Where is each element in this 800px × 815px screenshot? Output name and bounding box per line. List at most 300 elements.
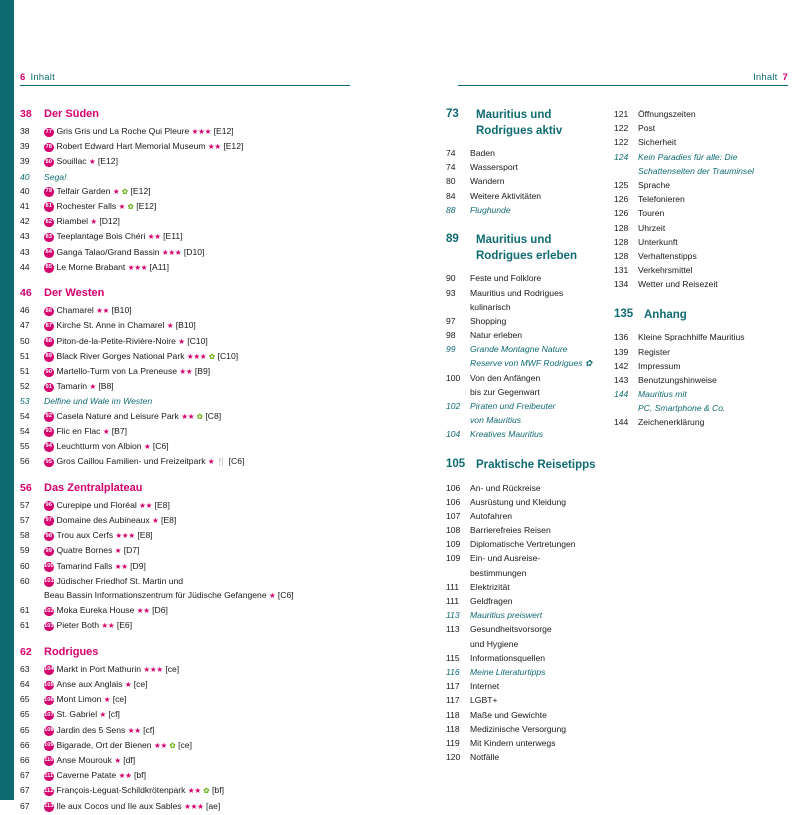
rating-stars: ★★★: [186, 351, 207, 361]
toc-entry-label: Telefonieren: [638, 194, 685, 205]
toc-entry-label: Post: [638, 123, 656, 134]
toc-entry[interactable]: [20, 319, 410, 333]
toc-entry-page: 50: [20, 335, 30, 346]
toc-entry[interactable]: [20, 724, 410, 738]
toc-entry[interactable]: [614, 250, 800, 263]
toc-entry-label: Piraten und Freibeuter: [470, 401, 556, 412]
toc-entry-label: 113 Ile aux Cocos und Ile aux Sables ★★★ [ae]: [44, 800, 221, 811]
toc-entry-page: 131: [614, 265, 629, 276]
toc-entry[interactable]: [446, 414, 596, 427]
toc-entry-page: 116: [446, 666, 460, 677]
toc-entry-label: 101 Jüdischer Friedhof St. Martin und: [44, 575, 184, 586]
toc-entry[interactable]: [614, 222, 800, 235]
toc-section-title: Rodrigues: [44, 645, 99, 658]
rating-stars: ★: [99, 710, 107, 720]
toc-entry-label: Uhrzeit: [638, 222, 666, 233]
toc-entry-label: 90 Martello-Turm von La Preneuse ★★ [B9]: [45, 366, 211, 377]
toc-entry-page: 93: [446, 287, 456, 298]
toc-entry[interactable]: [446, 581, 596, 594]
toc-entry-page: 100: [446, 372, 461, 383]
toc-entry-page: 113: [446, 624, 460, 635]
toc-entry[interactable]: [20, 708, 410, 722]
toc-entry-label: Reserve von MWF Rodrigues ✿: [470, 358, 593, 369]
map-grid-code: [E11]: [163, 231, 183, 242]
rating-stars: ★★★: [115, 531, 135, 541]
map-grid-code: [E12]: [130, 185, 151, 196]
toc-entry[interactable]: [20, 200, 410, 214]
toc-entry-label: 97 Domaine des Aubineaux ★ [E8]: [45, 514, 177, 525]
toc-entry[interactable]: [20, 304, 410, 318]
toc-entry-label: Internet: [470, 681, 500, 692]
running-head-right: [753, 72, 788, 83]
toc-entry[interactable]: [446, 666, 596, 679]
marker-number-badge: 107: [44, 711, 54, 721]
toc-entry[interactable]: [446, 510, 596, 523]
family-icon: 🍴: [216, 457, 227, 467]
marker-number-badge: 93: [44, 427, 54, 437]
toc-entry-label: 93 Flic en Flac ★ [B7]: [45, 425, 128, 436]
rating-stars: ★★: [101, 621, 115, 631]
nature-leaf-icon: ✿: [169, 740, 176, 750]
toc-entry[interactable]: [446, 595, 596, 608]
toc-entry-page: 38: [20, 126, 30, 136]
toc-entry[interactable]: [20, 440, 410, 454]
toc-entry-page: 107: [446, 510, 461, 521]
rating-stars: ★★: [118, 771, 132, 781]
toc-entry[interactable]: [614, 193, 800, 206]
toc-entry-label: 86 Chamarel ★★ [B10]: [45, 305, 132, 316]
toc-entry[interactable]: [446, 343, 596, 356]
map-grid-code: [E12]: [136, 200, 157, 211]
toc-entry-page: 118: [446, 723, 460, 734]
toc-entry[interactable]: [446, 482, 596, 495]
map-grid-code: [ae]: [205, 800, 221, 811]
toc-chapter-title: Mauritius und Rodrigues aktiv: [476, 109, 563, 137]
toc-entry[interactable]: [614, 402, 800, 415]
toc-entry-page: 88: [446, 204, 456, 215]
toc-entry-label: LGBT+: [470, 695, 498, 706]
toc-entry[interactable]: [614, 374, 800, 387]
toc-entry-label: 95 Gros Caillou Familien- und Freizeitpark ★ 🍴 [C6]: [45, 456, 245, 467]
toc-entry[interactable]: [614, 151, 800, 164]
toc-entry-page: 43: [20, 231, 30, 242]
toc-entry-label: Wetter und Reisezeit: [638, 279, 718, 290]
toc-entry-label: Unterkunft: [638, 236, 678, 247]
toc-chapter-heading[interactable]: [446, 108, 596, 139]
toc-entry-label: 79 Telfair Garden ★ ✿ [E12]: [45, 185, 151, 196]
rating-stars: ★★: [139, 500, 153, 510]
toc-entry-page: 124: [614, 151, 629, 162]
toc-entry[interactable]: [20, 261, 410, 275]
rating-stars: ★★★: [184, 801, 204, 811]
toc-entry-label: von Mauritius: [470, 415, 522, 426]
toc-entry-page: 120: [446, 752, 461, 763]
toc-entry[interactable]: [446, 623, 596, 636]
toc-entry-label: Sicherheit: [638, 137, 677, 148]
toc-entry[interactable]: [446, 723, 596, 736]
toc-chapter-page: 89: [446, 233, 459, 246]
rating-stars: ★★: [153, 740, 167, 750]
toc-entry-page: 43: [20, 246, 30, 257]
toc-entry-page: 41: [20, 200, 30, 211]
header-rule-right: [458, 85, 788, 86]
toc-entry-label: 84 Ganga Talao/Grand Bassin ★★★ [D10]: [45, 246, 205, 257]
map-grid-code: [D12]: [99, 216, 120, 227]
toc-entry[interactable]: [614, 108, 800, 121]
toc-entry[interactable]: [614, 388, 800, 401]
marker-number-badge: 87: [44, 322, 54, 332]
toc-entry-page: 66: [20, 739, 30, 750]
toc-entry[interactable]: [446, 751, 596, 764]
toc-entry[interactable]: [20, 544, 410, 558]
toc-entry-label: kulinarisch: [470, 301, 511, 312]
toc-entry[interactable]: [20, 663, 410, 677]
toc-entry[interactable]: [446, 204, 596, 217]
marker-number-badge: 109: [44, 741, 54, 751]
toc-entry-label: Notfälle: [470, 752, 500, 763]
toc-entry[interactable]: [20, 185, 410, 199]
toc-entry-label: Kleine Sprachhilfe Mauritius: [638, 332, 745, 343]
map-grid-code: [E8]: [137, 530, 153, 541]
toc-entry-label: Flughunde: [470, 204, 511, 215]
toc-entry[interactable]: [20, 380, 410, 394]
toc-entry[interactable]: [446, 638, 596, 651]
toc-entry-label: 98 Trou aux Cerfs ★★★ [E8]: [45, 530, 153, 541]
marker-number-badge: 89: [44, 352, 54, 362]
toc-entry[interactable]: [20, 514, 410, 528]
toc-entry-page: 57: [20, 514, 30, 525]
toc-entry[interactable]: [614, 207, 800, 220]
marker-number-badge: 98: [44, 532, 54, 542]
running-head-left-page: 6: [20, 72, 26, 83]
toc-entry-page: 113: [446, 610, 460, 621]
toc-entry-label: Wandern: [470, 176, 505, 187]
toc-entry-page: 106: [446, 482, 461, 493]
toc-entry[interactable]: [20, 455, 410, 469]
toc-entry[interactable]: [614, 136, 800, 149]
map-grid-code: [B8]: [98, 381, 114, 392]
toc-entry[interactable]: [614, 278, 800, 291]
map-grid-code: [D6]: [152, 605, 168, 616]
toc-entry-page: 98: [446, 330, 456, 341]
toc-entry[interactable]: [446, 301, 596, 314]
toc-entry[interactable]: [446, 680, 596, 693]
toc-entry-page: 128: [614, 250, 629, 261]
toc-entry[interactable]: [614, 416, 800, 429]
toc-entry[interactable]: [20, 800, 410, 814]
toc-entry[interactable]: [446, 315, 596, 328]
nature-leaf-icon: ✿: [196, 411, 203, 421]
toc-entry[interactable]: [20, 171, 410, 184]
toc-entry[interactable]: [20, 410, 410, 424]
toc-entry-page: 108: [446, 525, 461, 536]
toc-entry-page: 40: [20, 185, 30, 196]
toc-entry-page: 143: [614, 374, 629, 385]
toc-entry[interactable]: [446, 147, 596, 160]
toc-entry[interactable]: [20, 784, 410, 798]
toc-entry-label: Ein- und Ausreise-: [470, 553, 541, 564]
toc-entry[interactable]: [446, 496, 596, 509]
toc-entry[interactable]: [20, 395, 410, 408]
toc-chapter-title: Praktische Reisetipps: [476, 459, 596, 471]
toc-section-heading[interactable]: [20, 108, 410, 120]
toc-entry-label: Feste und Folklore: [470, 273, 542, 284]
toc-column-middle: [446, 108, 596, 765]
map-grid-code: [C8]: [205, 410, 222, 421]
toc-entry-label: 106 Mont Limon ★ [ce]: [44, 694, 127, 705]
toc-entry[interactable]: [446, 609, 596, 622]
toc-entry[interactable]: [446, 524, 596, 537]
marker-number-badge: 105: [44, 681, 54, 691]
marker-number-badge: 95: [44, 458, 54, 468]
map-grid-code: [ce]: [178, 739, 192, 750]
toc-entry-page: 128: [614, 236, 629, 247]
toc-entry-page: 65: [20, 724, 30, 735]
rating-stars: ★: [103, 695, 111, 705]
toc-entry[interactable]: [20, 739, 410, 753]
marker-number-badge: 81: [44, 202, 54, 212]
map-grid-code: [B7]: [111, 425, 128, 436]
toc-entry[interactable]: [446, 737, 596, 750]
toc-entry-page: 52: [20, 381, 30, 392]
toc-entry[interactable]: [614, 236, 800, 249]
toc-chapter-page: 135: [614, 307, 634, 320]
toc-entry-label: 104 Markt in Port Mathurin ★★★ [ce]: [44, 663, 180, 674]
map-grid-code: [D7]: [123, 545, 140, 556]
toc-entry[interactable]: [20, 140, 410, 154]
toc-entry-page: 54: [20, 410, 30, 421]
toc-entry[interactable]: [20, 230, 410, 244]
toc-entry-label: 112 François-Leguat-Schildkrötenpark ★★ ✿ [bf]: [44, 785, 224, 796]
toc-chapter-heading[interactable]: [614, 308, 800, 324]
rating-stars: ★★: [181, 411, 195, 421]
toc-entry[interactable]: [446, 400, 596, 413]
toc-entry-page: 67: [20, 800, 30, 811]
toc-section-page: 46: [20, 287, 32, 300]
marker-number-badge: 103: [44, 622, 54, 632]
map-grid-code: [C6]: [228, 456, 245, 467]
marker-number-badge: 111: [44, 772, 54, 782]
toc-entry-page: 66: [20, 754, 30, 765]
toc-chapter-heading[interactable]: [446, 233, 596, 264]
marker-number-badge: 92: [44, 412, 54, 422]
toc-entry[interactable]: [20, 693, 410, 707]
toc-entry[interactable]: [20, 125, 410, 139]
toc-entry[interactable]: [446, 652, 596, 665]
toc-entry-label: Diplomatische Vertretungen: [470, 539, 576, 550]
toc-entry-label: 91 Tamarin ★ [B8]: [45, 381, 114, 392]
header-rule-left: [20, 85, 350, 86]
marker-number-badge: 84: [44, 248, 54, 258]
toc-entry-label: 81 Rochester Falls ★ ✿ [E12]: [45, 200, 157, 211]
toc-entry[interactable]: [20, 425, 410, 439]
toc-entry-page: 139: [614, 346, 629, 357]
map-grid-code: [cf]: [143, 724, 155, 735]
rating-stars: ★★: [147, 232, 161, 242]
toc-entry-label: Barrierefreies Reisen: [470, 525, 551, 536]
toc-entry-label: Beau Bassin Informationszentrum für Jüdische Gefangene ★ [C6]: [44, 589, 294, 600]
toc-entry-page: 119: [446, 737, 460, 748]
toc-section-title: Der Süden: [44, 108, 100, 120]
toc-entry-label: 83 Teeplantage Bois Chéri ★★ [E11]: [45, 231, 183, 242]
toc-entry[interactable]: [20, 246, 410, 260]
toc-section-heading[interactable]: [20, 482, 410, 494]
toc-entry[interactable]: [614, 346, 800, 359]
toc-entry[interactable]: [20, 575, 410, 588]
map-grid-code: [E12]: [213, 126, 234, 136]
page-content: [14, 0, 800, 811]
map-grid-code: [E8]: [154, 499, 170, 510]
marker-number-badge: 106: [44, 696, 54, 706]
toc-entry-page: 65: [20, 694, 30, 705]
toc-entry-page: 63: [20, 663, 30, 674]
toc-entry-page: 80: [446, 176, 456, 187]
toc-entry[interactable]: [614, 331, 800, 344]
toc-entry[interactable]: [20, 335, 410, 349]
toc-entry[interactable]: [20, 560, 410, 574]
toc-entry-page: 65: [20, 709, 30, 720]
toc-entry[interactable]: [614, 360, 800, 373]
toc-entry[interactable]: [446, 567, 596, 580]
marker-number-badge: 77: [44, 128, 54, 138]
toc-entry[interactable]: [20, 215, 410, 229]
toc-entry[interactable]: [20, 619, 410, 633]
rating-stars: ★★: [207, 142, 221, 152]
toc-chapter-title: Anhang: [644, 308, 687, 321]
toc-section-title: Das Zentralplateau: [44, 481, 143, 494]
toc-entry-label: Grande Montagne Nature: [470, 344, 568, 355]
toc-section-title: Der Westen: [44, 287, 105, 300]
toc-entry[interactable]: [614, 264, 800, 277]
toc-entry-page: 51: [20, 350, 30, 361]
toc-entry[interactable]: [446, 428, 596, 441]
toc-entry-page: 122: [614, 123, 629, 134]
toc-entry-page: 46: [20, 305, 30, 316]
toc-entry-page: 111: [446, 581, 460, 592]
toc-entry[interactable]: [446, 161, 596, 174]
toc-entry-label: und Hygiene: [470, 638, 519, 649]
toc-chapter-heading[interactable]: [446, 458, 596, 474]
map-grid-code: [cf]: [108, 709, 120, 720]
marker-number-badge: 86: [44, 307, 54, 317]
toc-entry[interactable]: [20, 678, 410, 692]
toc-entry[interactable]: [614, 122, 800, 135]
toc-entry[interactable]: [446, 329, 596, 342]
marker-number-badge: 94: [44, 442, 54, 452]
map-grid-code: [ce]: [165, 663, 180, 674]
marker-number-badge: 82: [44, 218, 54, 228]
toc-entry[interactable]: [20, 754, 410, 768]
marker-number-badge: 108: [44, 726, 54, 736]
toc-section-heading[interactable]: [20, 646, 410, 658]
toc-entry-page: 58: [20, 530, 30, 541]
toc-entry-label: bestimmungen: [470, 567, 527, 578]
toc-entry[interactable]: [20, 155, 410, 169]
toc-entry[interactable]: [446, 694, 596, 707]
marker-number-badge: 91: [44, 383, 54, 393]
toc-entry[interactable]: [614, 179, 800, 192]
toc-entry[interactable]: [20, 589, 410, 603]
marker-number-badge: 90: [44, 368, 54, 378]
rating-stars: ★★★: [127, 262, 148, 272]
toc-entry-page: 42: [20, 216, 30, 227]
rating-stars: ★★★: [161, 247, 182, 257]
map-grid-code: [B9]: [194, 366, 211, 377]
toc-entry[interactable]: [446, 175, 596, 188]
running-head-right-title: Inhalt: [753, 72, 778, 83]
toc-entry-page: 136: [614, 332, 629, 343]
toc-entry-label: 87 Kirche St. Anne in Chamarel ★ [B10]: [45, 320, 196, 331]
marker-number-badge: 85: [44, 263, 54, 273]
toc-entry[interactable]: [446, 538, 596, 551]
toc-entry[interactable]: [446, 190, 596, 203]
toc-entry[interactable]: [20, 604, 410, 618]
toc-chapter-title: Mauritius und Rodrigues erleben: [476, 234, 577, 262]
toc-entry[interactable]: [20, 769, 410, 783]
nature-leaf-icon: ✿: [208, 351, 216, 361]
toc-section-heading[interactable]: [20, 287, 410, 299]
map-grid-code: [E12]: [223, 141, 244, 152]
toc-entry-label: Weitere Aktivitäten: [470, 190, 542, 201]
toc-entry-page: 64: [20, 679, 30, 690]
nature-leaf-icon: ✿: [203, 786, 210, 796]
rating-stars: ★: [114, 546, 122, 556]
toc-entry[interactable]: [446, 372, 596, 385]
toc-entry-page: 117: [446, 695, 460, 706]
rating-stars: ★★: [114, 561, 128, 571]
rating-stars: ★: [152, 515, 159, 525]
rating-stars: ★: [102, 426, 110, 436]
toc-column-right: [614, 108, 800, 431]
nature-leaf-icon: ✿: [127, 201, 134, 211]
toc-entry-label: Touren: [638, 208, 665, 219]
toc-entry-page: 134: [614, 279, 629, 290]
toc-entry[interactable]: [20, 350, 410, 364]
rating-stars: ★: [124, 680, 132, 690]
toc-entry[interactable]: [446, 552, 596, 565]
map-grid-code: [C10]: [187, 335, 208, 346]
toc-entry-label: Maße und Gewichte: [470, 709, 547, 720]
toc-entry-page: 109: [446, 553, 461, 564]
toc-entry-page: 47: [20, 320, 30, 331]
toc-entry[interactable]: [446, 709, 596, 722]
toc-entry-page: 53: [20, 396, 30, 407]
map-grid-code: [df]: [123, 754, 136, 765]
toc-entry[interactable]: [446, 272, 596, 285]
rating-stars: ★: [178, 336, 185, 346]
toc-entry[interactable]: [20, 529, 410, 543]
map-grid-code: [D10]: [183, 246, 205, 257]
map-grid-code: [C6]: [152, 440, 169, 451]
nature-leaf-icon: ✿: [121, 186, 129, 196]
toc-entry[interactable]: [446, 386, 596, 399]
toc-entry-label: Schattenseiten der Trauminsel: [638, 165, 754, 176]
toc-entry[interactable]: [20, 499, 410, 513]
toc-entry[interactable]: [446, 287, 596, 300]
toc-entry-label: Impressum: [638, 360, 681, 371]
toc-entry[interactable]: [614, 165, 800, 178]
toc-entry-label: 110 Anse Mourouk ★ [df]: [44, 754, 136, 765]
map-grid-code: [A11]: [149, 261, 170, 272]
toc-entry-page: 102: [446, 401, 461, 412]
toc-entry[interactable]: [446, 357, 596, 370]
toc-entry-label: 105 Anse aux Anglais ★ [ce]: [44, 679, 148, 690]
toc-entry-page: 67: [20, 770, 30, 781]
map-grid-code: [E6]: [116, 620, 133, 631]
toc-entry[interactable]: [20, 365, 410, 379]
marker-number-badge: 78: [44, 143, 54, 153]
toc-entry-label: Elektrizität: [470, 581, 510, 592]
